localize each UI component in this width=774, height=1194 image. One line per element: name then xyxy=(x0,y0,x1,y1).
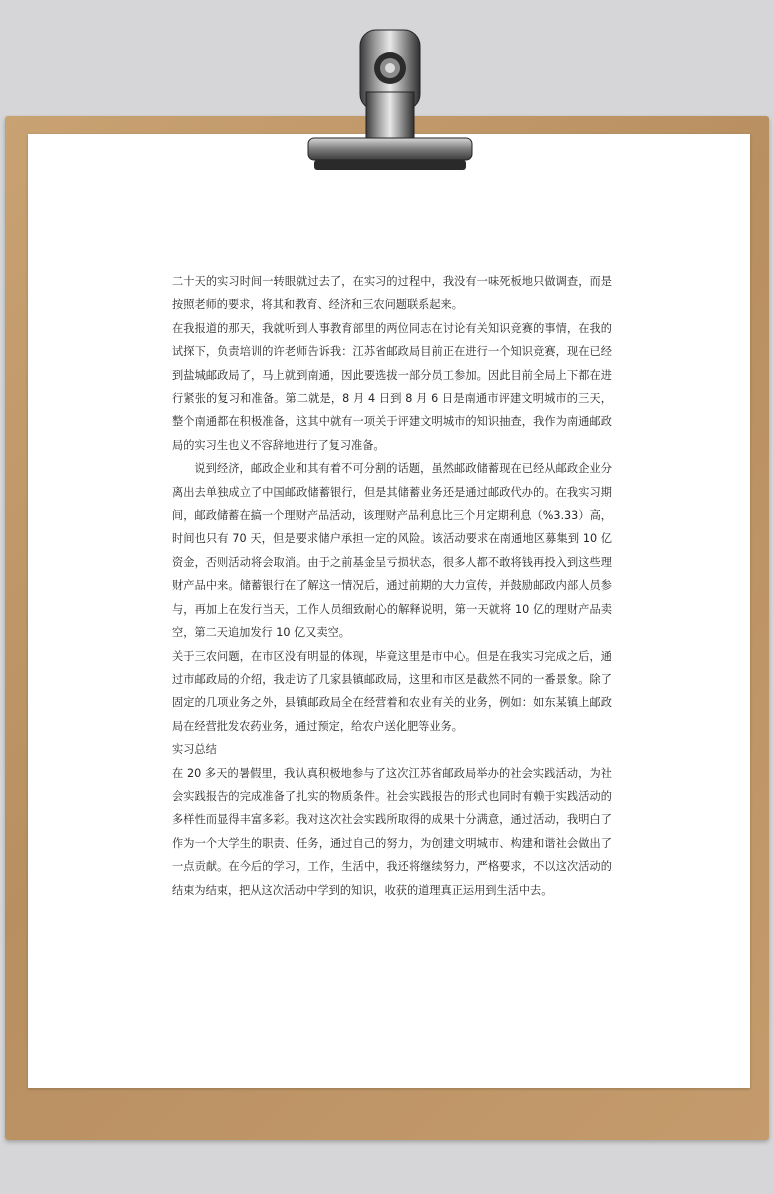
document-body xyxy=(172,270,612,902)
binder-clip-icon xyxy=(300,22,480,177)
paragraph-summary: 在 20 多天的暑假里，我认真积极地参与了这次江苏省邮政局举办的社会实践活动，为社会实践报告的完成准备了扎实的物质条件。社会实践报告的形式也同时有赖于实践活动的多样性而显得丰富多彩。我对这次社会实践所取得的成果十分满意，通过活动，我明白了作为一个大学生的职责、任务，通过自己的努力，为创建文明城市、构建和谐社会做出了一点贡献。在今后的学习，工作，生活中，我还将继续努力，严格要求，不以这次活动的结束为结束，把从这次活动中学到的知识，收获的道理真正运用到生活中去。 xyxy=(172,766,612,897)
paragraph-intro: 二十天的实习时间一转眼就过去了，在实习的过程中，我没有一味死板地只做调查，而是按照老师的要求，将其和教育、经济和三农问题联系起来。 xyxy=(172,275,612,312)
paragraph-agriculture: 关于三农问题，在市区没有明显的体现，毕竟这里是市中心。但是在我实习完成之后，通过市邮政局的介绍，我走访了几家县镇邮政局，这里和市区是截然不同的一番景象。除了固定的几项业务之外，县镇邮政局全在经营着和农业有关的业务，例如：如东某镇上邮政局在经营批发农药业务，通过预定，给农户送化肥等业务。 xyxy=(172,649,612,733)
paragraph-economy: 说到经济，邮政企业和其有着不可分割的话题，虽然邮政储蓄现在已经从邮政企业分离出去单独成立了中国邮政储蓄银行，但是其储蓄业务还是通过邮政代办的。在我实习期间，邮政储蓄在搞一个理财产品活动，该理财产品利息比三个月定期利息（%3.33）高，时间也只有 70 天，但是要求储户承担一定的风险。该活动要求在南通地区募集到 10 亿资金，否则活动将会取消。由于之前基金呈亏损状态，很多人都不敢将钱再投入到这些理财产品中来。储蓄银行在了解这一情况后，通过前期的大力宣传，并鼓励邮政内部人员参与，再加上在发行当天，工作人员细致耐心的解释说明，第一天就将 10 亿的理财产品卖空，第二天追加发行 10 亿又卖空。 xyxy=(172,462,612,640)
paragraph-education: 在我报道的那天，我就听到人事教育部里的两位同志在讨论有关知识竞赛的事情，在我的试探下，负责培训的许老师告诉我：江苏省邮政局目前正在进行一个知识竞赛，现在已经到盐城邮政局了，马上就到南通，因此要选拔一部分员工参加。因此目前全局上下都在进行紧张的复习和准备。第二就是，8 月 4 日到 8 月 6 日是南通市评建文明城市的三天，整个南通都在积极准备，这其中就有一项关于评建文明城市的知识抽查，我作为南通邮政局的实习生也义不容辞地进行了复习准备。 xyxy=(172,321,612,452)
section-heading-summary: 实习总结 xyxy=(172,743,217,757)
